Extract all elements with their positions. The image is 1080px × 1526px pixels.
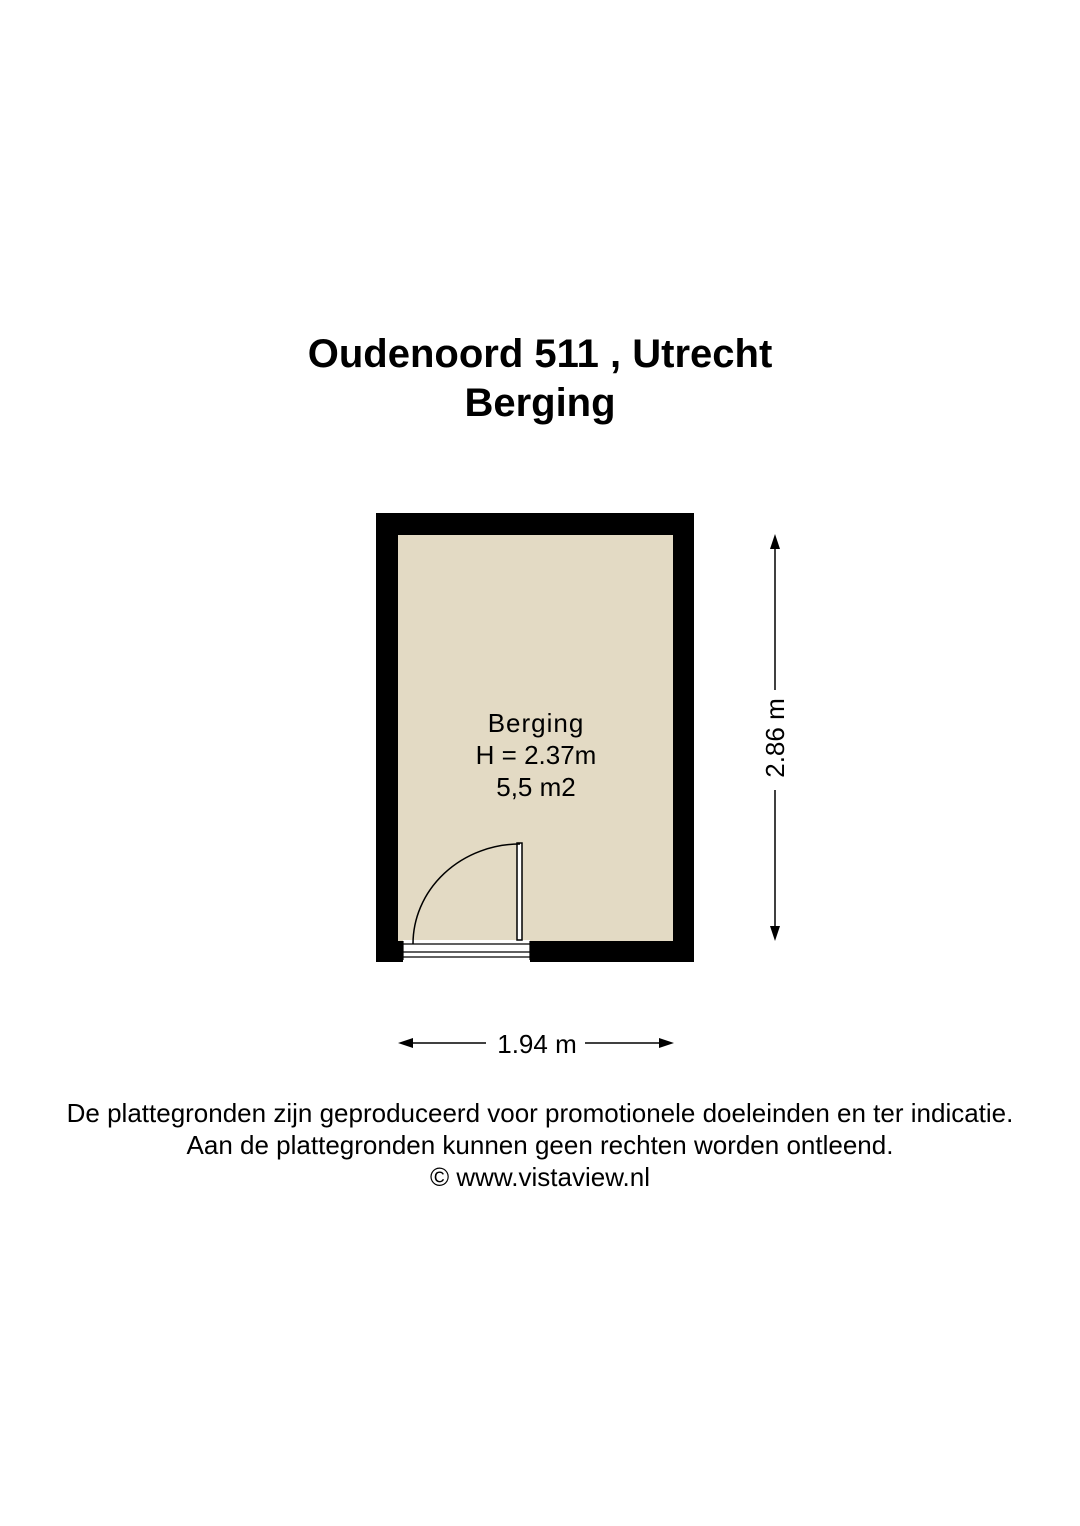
room-area: 5,5 m2 (496, 772, 576, 802)
page-subtitle: Berging (464, 381, 616, 425)
copyright-line: © www.vistaview.nl (430, 1162, 650, 1192)
page-title: Oudenoord 511 , Utrecht (307, 332, 773, 376)
depth-dimension-label: 2.86 m (760, 698, 790, 778)
disclaimer-line-2: Aan de plattegronden kunnen geen rechten worden ontleend. (186, 1130, 894, 1160)
width-dimension-label: 1.94 m (497, 1029, 577, 1059)
room-height: H = 2.37m (475, 740, 597, 770)
room-name: Berging (487, 708, 585, 738)
disclaimer-line-1: De plattegronden zijn geproduceerd voor promotionele doeleinden en ter indicatie. (66, 1098, 1014, 1128)
room-floor (398, 535, 673, 941)
